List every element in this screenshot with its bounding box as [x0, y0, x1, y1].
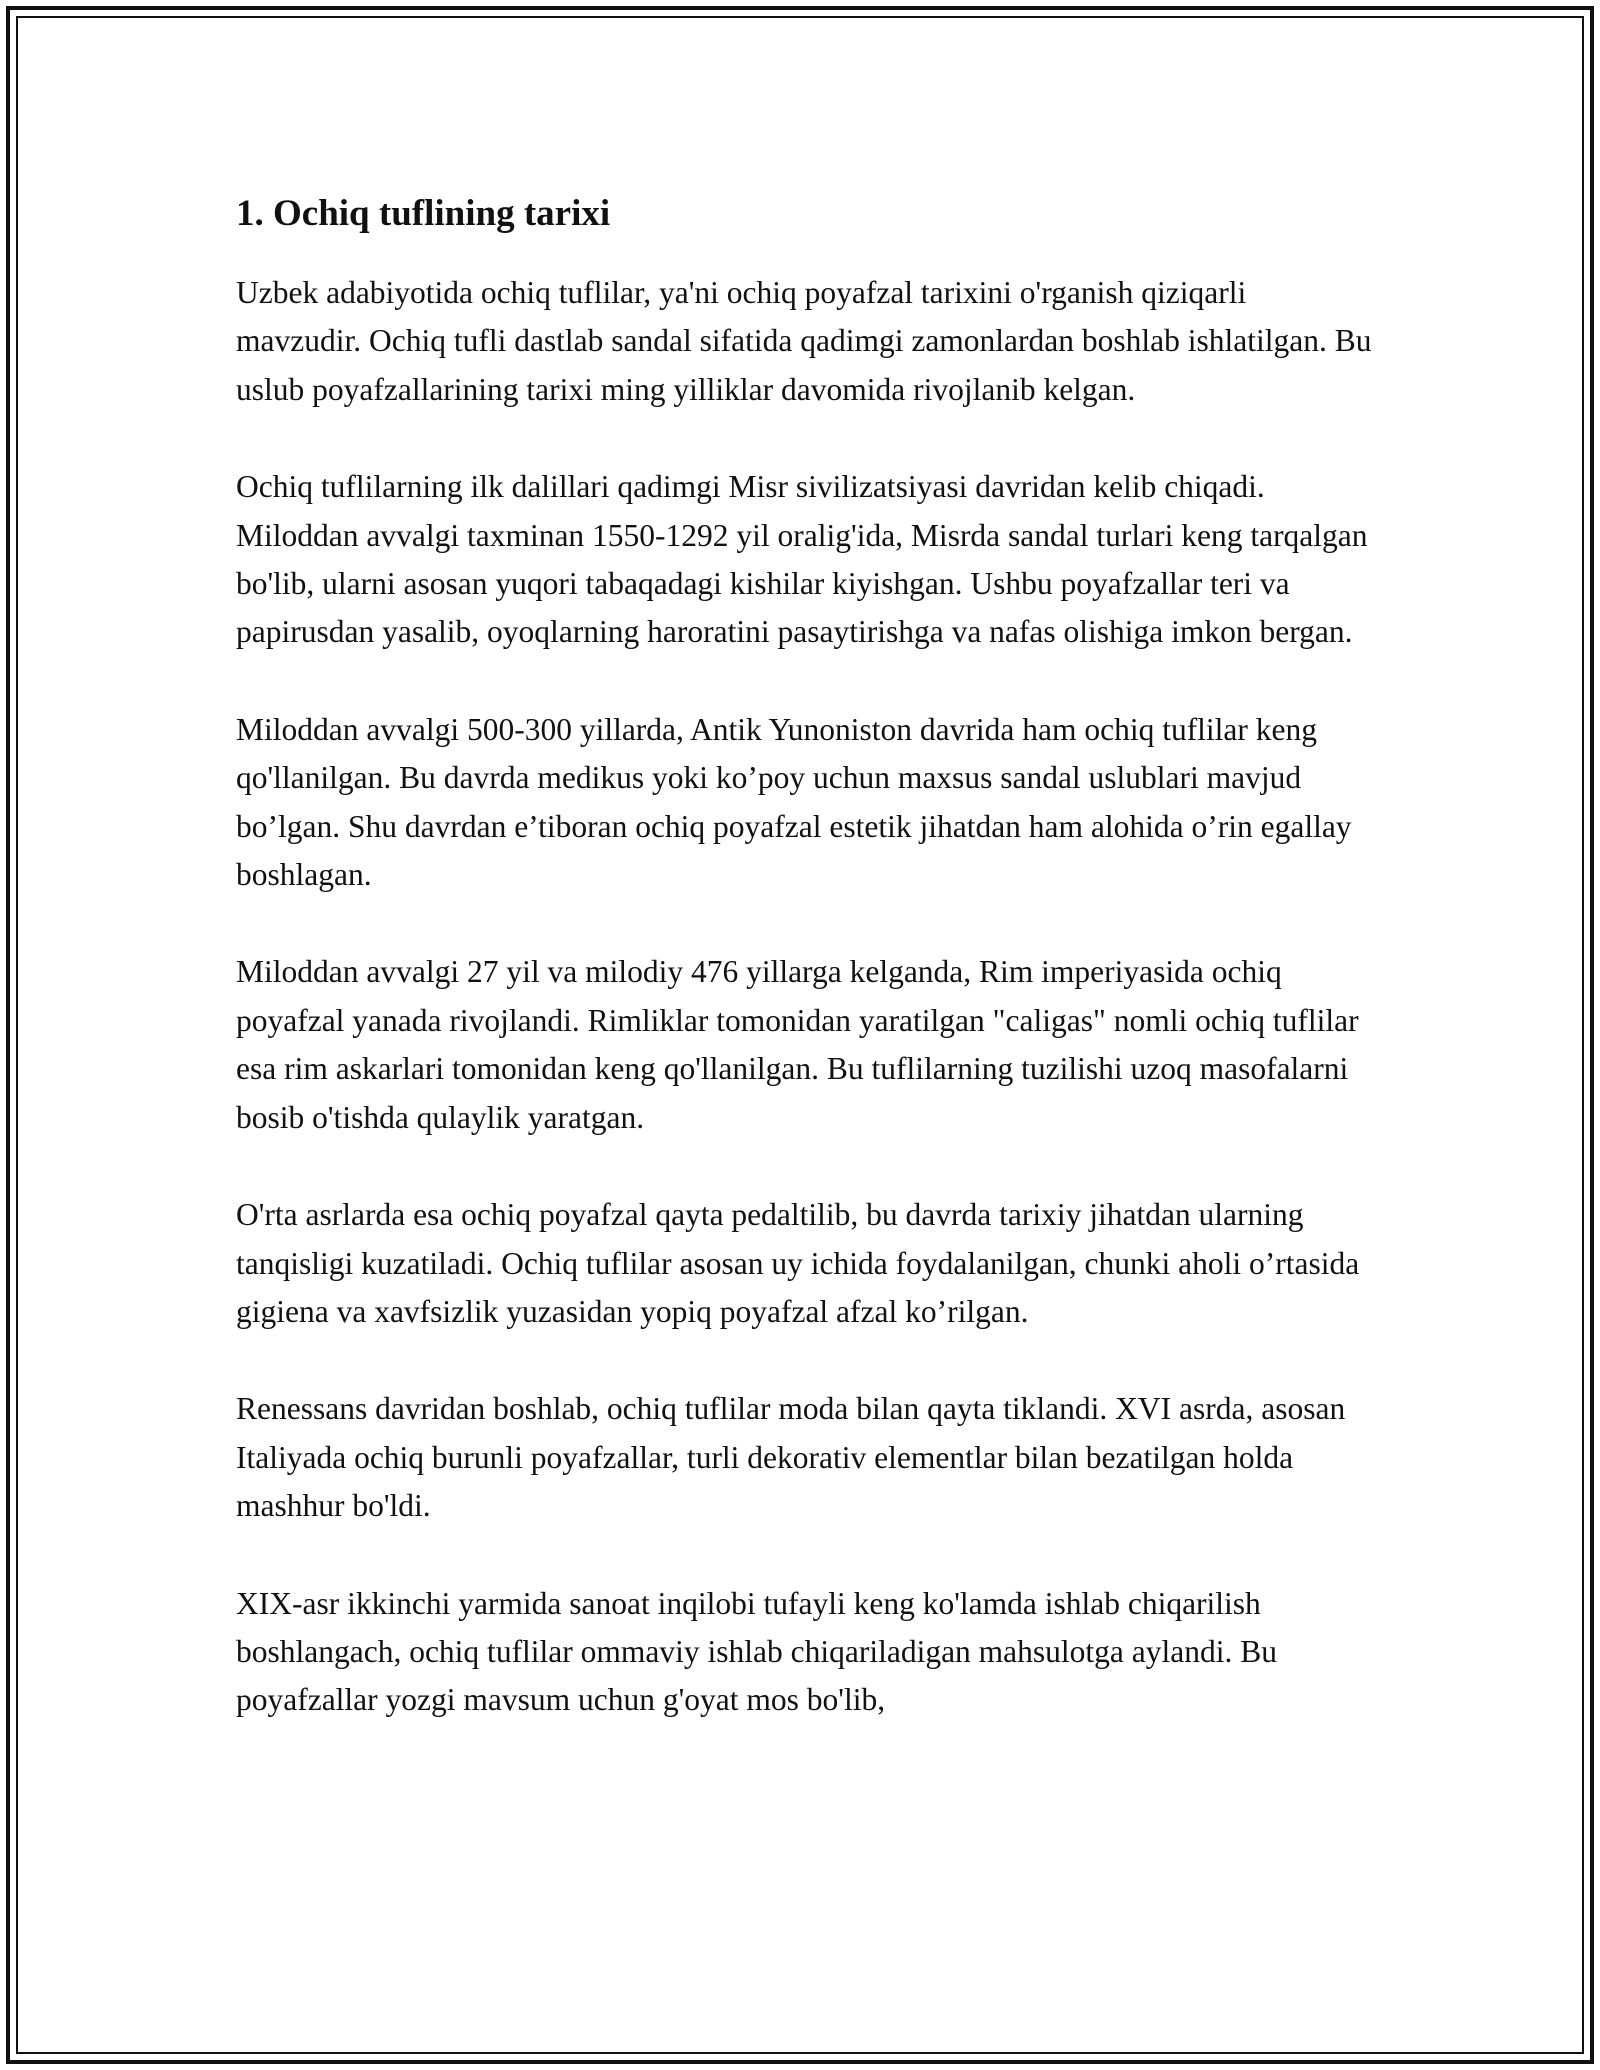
document-body	[236, 186, 1376, 1725]
section-heading: 1. Ochiq tuflining tarixi	[236, 193, 611, 234]
paragraph-industrial-revolution: XIX-asr ikkinchi yarmida sanoat inqilobi tufayli keng ko'lamda ishlab chiqarilish boshlangach, ochiq tuflilar ommaviy ishlab chiqariladigan mahsulotga aylandi. Bu poyafzallar yozgi mavsum uchun g'oyat mos bo'lib,	[236, 1585, 1278, 1718]
paragraph-ancient-egypt: Ochiq tuflilarning ilk dalillari qadimgi Misr sivilizatsiyasi davridan kelib chiqadi. Miloddan avvalgi taxminan 1550-1292 yil oralig'ida, Misrda sandal turlari keng tarqalgan bo'lib, ularni asosan yuqori tabaqadagi kishilar kiyishgan. Ushbu poyafzallar teri va papirusdan yasalib, oyoqlarning haroratini pasaytirishga va nafas olishiga imkon bergan.	[236, 469, 1368, 650]
paragraph-roman-empire: Miloddan avvalgi 27 yil va milodiy 476 yillarga kelganda, Rim imperiyasida ochiq poyafzal yanada rivojlandi. Rimliklar tomonidan yaratilgan "caligas" nomli ochiq tuflilar esa rim askarlari tomonidan keng qo'llanilgan. Bu tuflilarning tuzilishi uzoq masofalarni bosib o'tishda qulaylik yaratgan.	[236, 954, 1359, 1135]
paragraph-renaissance: Renessans davridan boshlab, ochiq tuflilar moda bilan qayta tiklandi. XVI asrda, asosan Italiyada ochiq burunli poyafzallar, turli dekorativ elementlar bilan bezatilgan holda mashhur bo'ldi.	[236, 1391, 1346, 1524]
paragraph-middle-ages: O'rta asrlarda esa ochiq poyafzal qayta pedaltilib, bu davrda tarixiy jihatdan ularning tanqisligi kuzatiladi. Ochiq tuflilar asosan uy ichida foydalanilgan, chunki aholi o’rtasida gigiena va xavfsizlik yuzasidan yopiq poyafzal afzal ko’rilgan.	[236, 1197, 1360, 1329]
paragraph-intro: Uzbek adabiyotida ochiq tuflilar, ya'ni ochiq poyafzal tarixini o'rganish qiziqarli mavzudir. Ochiq tufli dastlab sandal sifatida qadimgi zamonlardan boshlab ishlatilgan. Bu uslub poyafzallarining tarixi ming yilliklar davomida rivojlanib kelgan.	[236, 275, 1372, 407]
paragraph-ancient-greece: Miloddan avvalgi 500-300 yillarda, Antik Yunoniston davrida ham ochiq tuflilar keng qo'llanilgan. Bu davrda medikus yoki ko’poy uchun maxsus sandal uslublari mavjud bo’lgan. Shu davrdan e’tiboran ochiq poyafzal estetik jihatdan ham alohida o’rin egallay boshlagan.	[236, 711, 1352, 893]
